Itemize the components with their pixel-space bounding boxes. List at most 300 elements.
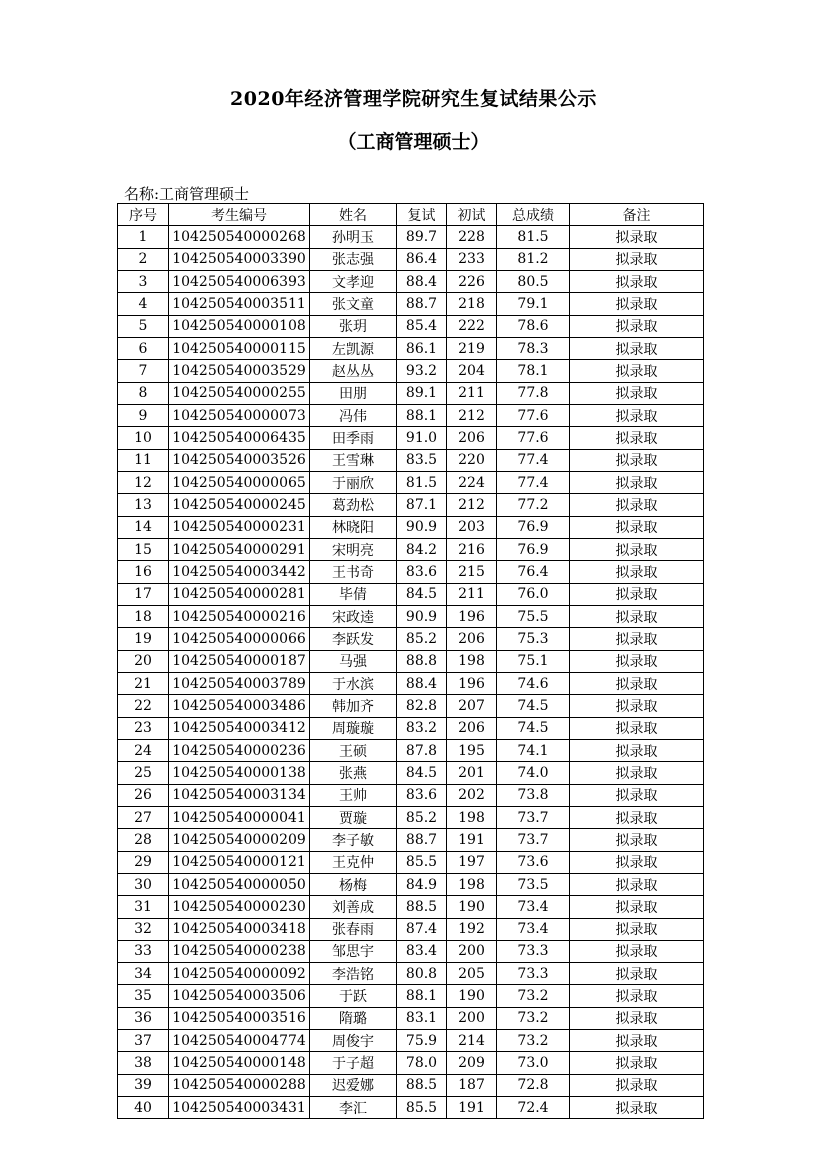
cell-initial-score: 206 xyxy=(447,427,497,449)
cell-index: 2 xyxy=(118,248,169,270)
cell-initial-score: 198 xyxy=(447,650,497,672)
cell-remark: 拟录取 xyxy=(570,1097,704,1119)
cell-name: 迟爱娜 xyxy=(310,1074,397,1096)
cell-index: 13 xyxy=(118,494,169,516)
cell-candidate-id: 104250540000187 xyxy=(169,650,310,672)
table-row xyxy=(118,516,704,538)
cell-retest-score: 88.7 xyxy=(397,829,447,851)
cell-name: 毕倩 xyxy=(310,583,397,605)
cell-index: 38 xyxy=(118,1052,169,1074)
cell-index: 24 xyxy=(118,739,169,761)
cell-candidate-id: 104250540003418 xyxy=(169,918,310,940)
cell-index: 11 xyxy=(118,449,169,471)
cell-total-score: 72.8 xyxy=(497,1074,570,1096)
cell-index: 25 xyxy=(118,762,169,784)
cell-candidate-id: 104250540000291 xyxy=(169,538,310,560)
cell-total-score: 76.4 xyxy=(497,561,570,583)
table-row xyxy=(118,628,704,650)
cell-index: 8 xyxy=(118,382,169,404)
cell-total-score: 81.2 xyxy=(497,248,570,270)
header-retest-score: 复试 xyxy=(397,204,447,226)
cell-retest-score: 80.8 xyxy=(397,963,447,985)
cell-index: 31 xyxy=(118,896,169,918)
cell-remark: 拟录取 xyxy=(570,315,704,337)
cell-total-score: 76.9 xyxy=(497,538,570,560)
cell-remark: 拟录取 xyxy=(570,829,704,851)
table-row xyxy=(118,806,704,828)
cell-total-score: 81.5 xyxy=(497,226,570,248)
cell-initial-score: 212 xyxy=(447,494,497,516)
cell-retest-score: 90.9 xyxy=(397,605,447,627)
cell-name: 于丽欣 xyxy=(310,471,397,493)
cell-remark: 拟录取 xyxy=(570,717,704,739)
table-row xyxy=(118,672,704,694)
table-row xyxy=(118,1097,704,1119)
cell-remark: 拟录取 xyxy=(570,605,704,627)
cell-candidate-id: 104250540004774 xyxy=(169,1030,310,1052)
cell-candidate-id: 104250540006393 xyxy=(169,270,310,292)
cell-retest-score: 83.6 xyxy=(397,784,447,806)
table-row xyxy=(118,382,704,404)
cell-name: 王克仲 xyxy=(310,851,397,873)
cell-name: 田朋 xyxy=(310,382,397,404)
cell-initial-score: 211 xyxy=(447,583,497,605)
cell-index: 36 xyxy=(118,1007,169,1029)
cell-retest-score: 88.7 xyxy=(397,293,447,315)
cell-initial-score: 219 xyxy=(447,337,497,359)
cell-total-score: 73.6 xyxy=(497,851,570,873)
cell-name: 李跃发 xyxy=(310,628,397,650)
cell-retest-score: 88.4 xyxy=(397,270,447,292)
cell-retest-score: 83.6 xyxy=(397,561,447,583)
table-row xyxy=(118,985,704,1007)
cell-index: 12 xyxy=(118,471,169,493)
cell-name: 王雪琳 xyxy=(310,449,397,471)
cell-total-score: 74.5 xyxy=(497,717,570,739)
cell-candidate-id: 104250540000230 xyxy=(169,896,310,918)
cell-total-score: 80.5 xyxy=(497,270,570,292)
table-body xyxy=(118,226,704,1119)
cell-total-score: 75.1 xyxy=(497,650,570,672)
cell-index: 37 xyxy=(118,1030,169,1052)
cell-candidate-id: 104250540003390 xyxy=(169,248,310,270)
cell-index: 14 xyxy=(118,516,169,538)
cell-initial-score: 190 xyxy=(447,985,497,1007)
cell-initial-score: 216 xyxy=(447,538,497,560)
cell-candidate-id: 104250540000148 xyxy=(169,1052,310,1074)
cell-retest-score: 86.4 xyxy=(397,248,447,270)
cell-initial-score: 209 xyxy=(447,1052,497,1074)
cell-initial-score: 226 xyxy=(447,270,497,292)
cell-remark: 拟录取 xyxy=(570,1074,704,1096)
table-row xyxy=(118,427,704,449)
cell-candidate-id: 104250540000216 xyxy=(169,605,310,627)
cell-remark: 拟录取 xyxy=(570,226,704,248)
cell-index: 29 xyxy=(118,851,169,873)
cell-index: 16 xyxy=(118,561,169,583)
cell-candidate-id: 104250540003511 xyxy=(169,293,310,315)
cell-initial-score: 191 xyxy=(447,829,497,851)
cell-index: 19 xyxy=(118,628,169,650)
cell-total-score: 73.4 xyxy=(497,896,570,918)
cell-name: 文孝迎 xyxy=(310,270,397,292)
cell-name: 邹思宇 xyxy=(310,940,397,962)
cell-remark: 拟录取 xyxy=(570,516,704,538)
cell-candidate-id: 104250540000238 xyxy=(169,940,310,962)
cell-retest-score: 86.1 xyxy=(397,337,447,359)
cell-remark: 拟录取 xyxy=(570,494,704,516)
header-candidate-id: 考生编号 xyxy=(169,204,310,226)
cell-retest-score: 84.5 xyxy=(397,583,447,605)
table-row xyxy=(118,829,704,851)
cell-candidate-id: 104250540003442 xyxy=(169,561,310,583)
cell-retest-score: 93.2 xyxy=(397,360,447,382)
cell-initial-score: 192 xyxy=(447,918,497,940)
cell-name: 林晓阳 xyxy=(310,516,397,538)
cell-total-score: 76.0 xyxy=(497,583,570,605)
cell-total-score: 77.6 xyxy=(497,404,570,426)
table-row xyxy=(118,918,704,940)
cell-remark: 拟录取 xyxy=(570,940,704,962)
cell-candidate-id: 104250540003486 xyxy=(169,695,310,717)
cell-candidate-id: 104250540000041 xyxy=(169,806,310,828)
cell-index: 10 xyxy=(118,427,169,449)
cell-index: 28 xyxy=(118,829,169,851)
cell-remark: 拟录取 xyxy=(570,427,704,449)
cell-candidate-id: 104250540000121 xyxy=(169,851,310,873)
table-row xyxy=(118,248,704,270)
cell-name: 周俊宇 xyxy=(310,1030,397,1052)
table-row xyxy=(118,471,704,493)
cell-total-score: 78.1 xyxy=(497,360,570,382)
cell-candidate-id: 104250540000073 xyxy=(169,404,310,426)
cell-candidate-id: 104250540000268 xyxy=(169,226,310,248)
table-row xyxy=(118,360,704,382)
cell-total-score: 73.7 xyxy=(497,829,570,851)
cell-index: 32 xyxy=(118,918,169,940)
cell-initial-score: 220 xyxy=(447,449,497,471)
results-table xyxy=(117,203,704,1119)
header-index: 序号 xyxy=(118,204,169,226)
cell-candidate-id: 104250540003529 xyxy=(169,360,310,382)
cell-retest-score: 91.0 xyxy=(397,427,447,449)
cell-index: 17 xyxy=(118,583,169,605)
cell-candidate-id: 104250540000245 xyxy=(169,494,310,516)
cell-retest-score: 83.1 xyxy=(397,1007,447,1029)
cell-name: 李汇 xyxy=(310,1097,397,1119)
cell-name: 杨梅 xyxy=(310,873,397,895)
cell-index: 35 xyxy=(118,985,169,1007)
cell-total-score: 73.0 xyxy=(497,1052,570,1074)
cell-candidate-id: 104250540003506 xyxy=(169,985,310,1007)
cell-initial-score: 200 xyxy=(447,940,497,962)
cell-remark: 拟录取 xyxy=(570,583,704,605)
cell-total-score: 73.7 xyxy=(497,806,570,828)
cell-initial-score: 233 xyxy=(447,248,497,270)
cell-total-score: 77.4 xyxy=(497,449,570,471)
cell-name: 刘善成 xyxy=(310,896,397,918)
cell-name: 于跃 xyxy=(310,985,397,1007)
cell-name: 宋明亮 xyxy=(310,538,397,560)
cell-candidate-id: 104250540003526 xyxy=(169,449,310,471)
table-row xyxy=(118,494,704,516)
cell-retest-score: 85.5 xyxy=(397,1097,447,1119)
cell-candidate-id: 104250540000066 xyxy=(169,628,310,650)
cell-candidate-id: 104250540003431 xyxy=(169,1097,310,1119)
cell-candidate-id: 104250540000236 xyxy=(169,739,310,761)
table-row xyxy=(118,449,704,471)
program-name-label: 名称:工商管理硕士 xyxy=(124,185,250,203)
cell-retest-score: 88.8 xyxy=(397,650,447,672)
cell-total-score: 77.8 xyxy=(497,382,570,404)
cell-remark: 拟录取 xyxy=(570,449,704,471)
table-row xyxy=(118,650,704,672)
table-row xyxy=(118,784,704,806)
cell-retest-score: 88.1 xyxy=(397,985,447,1007)
cell-retest-score: 78.0 xyxy=(397,1052,447,1074)
cell-name: 张文童 xyxy=(310,293,397,315)
cell-remark: 拟录取 xyxy=(570,985,704,1007)
cell-initial-score: 200 xyxy=(447,1007,497,1029)
cell-remark: 拟录取 xyxy=(570,404,704,426)
cell-total-score: 74.0 xyxy=(497,762,570,784)
cell-retest-score: 87.4 xyxy=(397,918,447,940)
cell-candidate-id: 104250540000138 xyxy=(169,762,310,784)
table-row xyxy=(118,695,704,717)
header-total-score: 总成绩 xyxy=(497,204,570,226)
cell-total-score: 73.2 xyxy=(497,1007,570,1029)
cell-candidate-id: 104250540000108 xyxy=(169,315,310,337)
cell-total-score: 76.9 xyxy=(497,516,570,538)
cell-retest-score: 75.9 xyxy=(397,1030,447,1052)
cell-total-score: 74.6 xyxy=(497,672,570,694)
cell-initial-score: 222 xyxy=(447,315,497,337)
cell-remark: 拟录取 xyxy=(570,293,704,315)
table-row xyxy=(118,739,704,761)
cell-initial-score: 211 xyxy=(447,382,497,404)
cell-total-score: 73.2 xyxy=(497,1030,570,1052)
cell-total-score: 73.2 xyxy=(497,985,570,1007)
cell-name: 李子敏 xyxy=(310,829,397,851)
cell-index: 33 xyxy=(118,940,169,962)
table-row xyxy=(118,1030,704,1052)
document-subtitle: （工商管理硕士） xyxy=(337,131,490,153)
cell-retest-score: 88.5 xyxy=(397,896,447,918)
cell-candidate-id: 104250540000050 xyxy=(169,873,310,895)
cell-candidate-id: 104250540000065 xyxy=(169,471,310,493)
cell-index: 18 xyxy=(118,605,169,627)
cell-total-score: 77.4 xyxy=(497,471,570,493)
cell-name: 葛劲松 xyxy=(310,494,397,516)
table-row xyxy=(118,404,704,426)
cell-name: 左凯源 xyxy=(310,337,397,359)
table-row xyxy=(118,851,704,873)
cell-initial-score: 228 xyxy=(447,226,497,248)
cell-index: 22 xyxy=(118,695,169,717)
document-title: 2020年经济管理学院研究生复试结果公示 xyxy=(230,88,597,110)
table-row xyxy=(118,1052,704,1074)
cell-name: 张春雨 xyxy=(310,918,397,940)
cell-candidate-id: 104250540000231 xyxy=(169,516,310,538)
cell-remark: 拟录取 xyxy=(570,538,704,560)
cell-total-score: 74.5 xyxy=(497,695,570,717)
table-header-row xyxy=(118,204,704,226)
cell-index: 3 xyxy=(118,270,169,292)
cell-remark: 拟录取 xyxy=(570,628,704,650)
cell-initial-score: 203 xyxy=(447,516,497,538)
cell-total-score: 73.3 xyxy=(497,963,570,985)
cell-candidate-id: 104250540000092 xyxy=(169,963,310,985)
cell-remark: 拟录取 xyxy=(570,650,704,672)
cell-total-score: 77.2 xyxy=(497,494,570,516)
cell-candidate-id: 104250540003412 xyxy=(169,717,310,739)
cell-remark: 拟录取 xyxy=(570,851,704,873)
table-row xyxy=(118,270,704,292)
cell-candidate-id: 104250540003789 xyxy=(169,672,310,694)
cell-retest-score: 88.4 xyxy=(397,672,447,694)
cell-index: 34 xyxy=(118,963,169,985)
cell-initial-score: 195 xyxy=(447,739,497,761)
cell-name: 孙明玉 xyxy=(310,226,397,248)
cell-total-score: 75.5 xyxy=(497,605,570,627)
cell-index: 6 xyxy=(118,337,169,359)
cell-remark: 拟录取 xyxy=(570,695,704,717)
cell-retest-score: 85.2 xyxy=(397,628,447,650)
table-row xyxy=(118,605,704,627)
header-initial-score: 初试 xyxy=(447,204,497,226)
cell-retest-score: 85.5 xyxy=(397,851,447,873)
cell-index: 9 xyxy=(118,404,169,426)
cell-total-score: 77.6 xyxy=(497,427,570,449)
cell-retest-score: 81.5 xyxy=(397,471,447,493)
cell-index: 30 xyxy=(118,873,169,895)
cell-retest-score: 84.9 xyxy=(397,873,447,895)
table-row xyxy=(118,337,704,359)
cell-name: 李浩铭 xyxy=(310,963,397,985)
cell-index: 40 xyxy=(118,1097,169,1119)
cell-initial-score: 191 xyxy=(447,1097,497,1119)
cell-retest-score: 87.8 xyxy=(397,739,447,761)
cell-initial-score: 197 xyxy=(447,851,497,873)
cell-index: 7 xyxy=(118,360,169,382)
cell-index: 23 xyxy=(118,717,169,739)
cell-name: 王书奇 xyxy=(310,561,397,583)
cell-retest-score: 83.4 xyxy=(397,940,447,962)
table-row xyxy=(118,1074,704,1096)
cell-name: 于水滨 xyxy=(310,672,397,694)
cell-name: 张志强 xyxy=(310,248,397,270)
cell-total-score: 75.3 xyxy=(497,628,570,650)
cell-remark: 拟录取 xyxy=(570,672,704,694)
cell-candidate-id: 104250540003134 xyxy=(169,784,310,806)
cell-index: 20 xyxy=(118,650,169,672)
cell-index: 39 xyxy=(118,1074,169,1096)
cell-total-score: 79.1 xyxy=(497,293,570,315)
cell-initial-score: 190 xyxy=(447,896,497,918)
cell-name: 赵丛丛 xyxy=(310,360,397,382)
cell-remark: 拟录取 xyxy=(570,918,704,940)
cell-retest-score: 89.7 xyxy=(397,226,447,248)
cell-remark: 拟录取 xyxy=(570,337,704,359)
table-row xyxy=(118,226,704,248)
table-row xyxy=(118,940,704,962)
cell-total-score: 73.4 xyxy=(497,918,570,940)
cell-name: 田季雨 xyxy=(310,427,397,449)
cell-initial-score: 196 xyxy=(447,672,497,694)
cell-total-score: 78.6 xyxy=(497,315,570,337)
cell-retest-score: 89.1 xyxy=(397,382,447,404)
table-row xyxy=(118,896,704,918)
cell-remark: 拟录取 xyxy=(570,270,704,292)
cell-initial-score: 224 xyxy=(447,471,497,493)
cell-candidate-id: 104250540000209 xyxy=(169,829,310,851)
cell-initial-score: 206 xyxy=(447,717,497,739)
cell-name: 张燕 xyxy=(310,762,397,784)
cell-name: 王硕 xyxy=(310,739,397,761)
cell-name: 于子超 xyxy=(310,1052,397,1074)
cell-candidate-id: 104250540000288 xyxy=(169,1074,310,1096)
table-row xyxy=(118,315,704,337)
cell-candidate-id: 104250540003516 xyxy=(169,1007,310,1029)
cell-remark: 拟录取 xyxy=(570,806,704,828)
cell-index: 4 xyxy=(118,293,169,315)
cell-index: 26 xyxy=(118,784,169,806)
table-row xyxy=(118,561,704,583)
cell-index: 15 xyxy=(118,538,169,560)
cell-remark: 拟录取 xyxy=(570,561,704,583)
cell-initial-score: 207 xyxy=(447,695,497,717)
cell-initial-score: 206 xyxy=(447,628,497,650)
cell-index: 21 xyxy=(118,672,169,694)
cell-candidate-id: 104250540000115 xyxy=(169,337,310,359)
cell-initial-score: 205 xyxy=(447,963,497,985)
cell-remark: 拟录取 xyxy=(570,762,704,784)
cell-retest-score: 85.4 xyxy=(397,315,447,337)
cell-initial-score: 204 xyxy=(447,360,497,382)
cell-remark: 拟录取 xyxy=(570,471,704,493)
cell-remark: 拟录取 xyxy=(570,963,704,985)
cell-initial-score: 202 xyxy=(447,784,497,806)
cell-remark: 拟录取 xyxy=(570,382,704,404)
cell-initial-score: 198 xyxy=(447,806,497,828)
cell-retest-score: 82.8 xyxy=(397,695,447,717)
cell-remark: 拟录取 xyxy=(570,739,704,761)
cell-retest-score: 83.5 xyxy=(397,449,447,471)
table-row xyxy=(118,1007,704,1029)
cell-index: 1 xyxy=(118,226,169,248)
cell-initial-score: 187 xyxy=(447,1074,497,1096)
cell-name: 贾璇 xyxy=(310,806,397,828)
cell-name: 王帅 xyxy=(310,784,397,806)
table-row xyxy=(118,293,704,315)
cell-name: 宋政逵 xyxy=(310,605,397,627)
cell-candidate-id: 104250540000281 xyxy=(169,583,310,605)
cell-total-score: 73.8 xyxy=(497,784,570,806)
cell-retest-score: 90.9 xyxy=(397,516,447,538)
cell-initial-score: 215 xyxy=(447,561,497,583)
table-row xyxy=(118,762,704,784)
cell-retest-score: 87.1 xyxy=(397,494,447,516)
cell-name: 张玥 xyxy=(310,315,397,337)
cell-name: 韩加齐 xyxy=(310,695,397,717)
cell-name: 马强 xyxy=(310,650,397,672)
cell-retest-score: 85.2 xyxy=(397,806,447,828)
header-name: 姓名 xyxy=(310,204,397,226)
cell-retest-score: 84.5 xyxy=(397,762,447,784)
cell-retest-score: 84.2 xyxy=(397,538,447,560)
cell-total-score: 72.4 xyxy=(497,1097,570,1119)
cell-index: 27 xyxy=(118,806,169,828)
